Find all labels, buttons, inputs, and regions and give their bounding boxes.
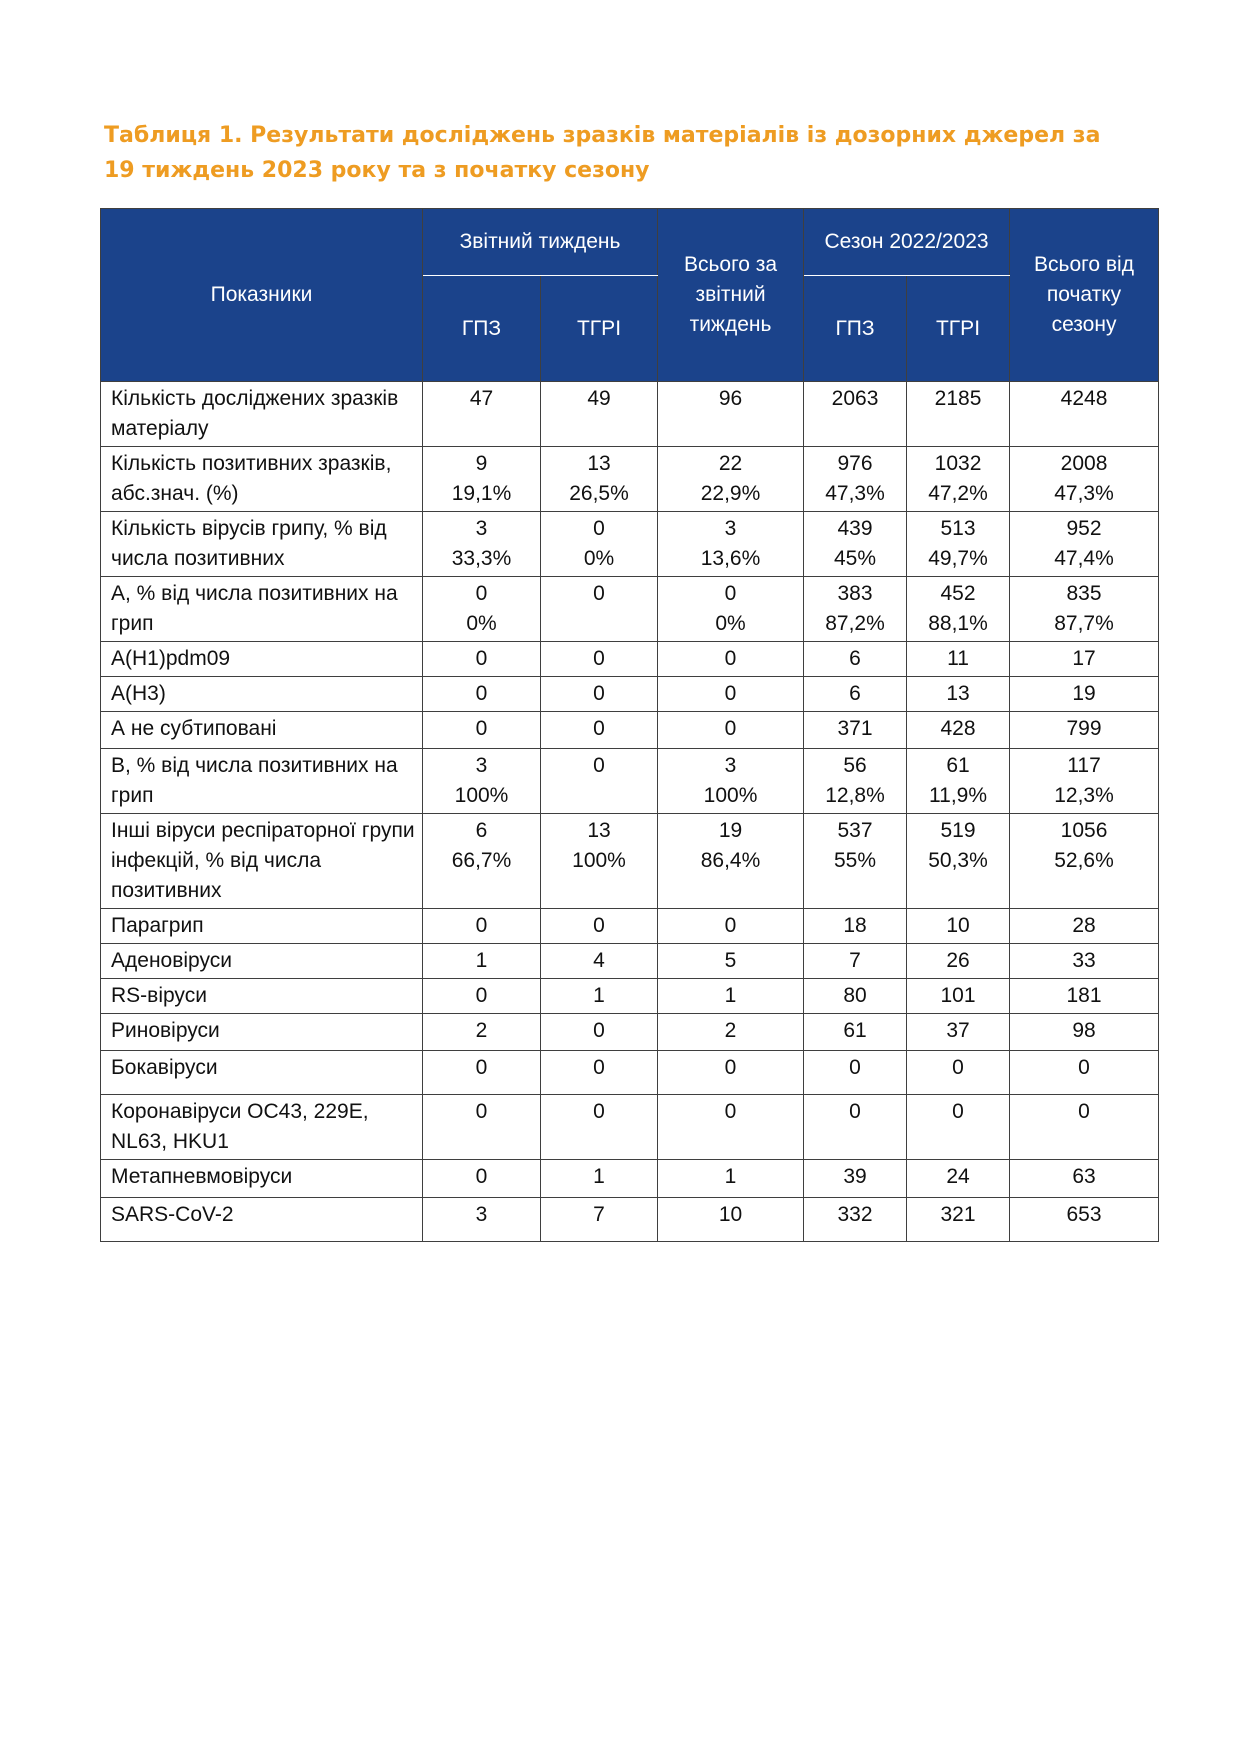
table-cell	[423, 944, 541, 979]
table-cell	[907, 1095, 1010, 1160]
cell-percent: 12,8%	[825, 784, 885, 807]
row-label: Коронавіруси ОС43, 229Е, NL63, HKU1	[101, 1095, 423, 1160]
cell-value: 3	[724, 517, 737, 540]
cell-value: 1	[593, 1165, 605, 1188]
header-report-week: Звітний тиждень	[423, 209, 658, 276]
table-cell	[423, 712, 541, 749]
table-cell	[804, 814, 907, 909]
cell-value: 13	[587, 452, 611, 475]
header-season-tgri: ТГРІ	[907, 276, 1010, 382]
table-cell	[1010, 512, 1159, 577]
cell-value: 19	[1072, 682, 1096, 705]
row-label: Аденовіруси	[101, 944, 423, 979]
cell-value: 5	[724, 949, 737, 972]
table-cell	[423, 979, 541, 1014]
table-cell	[541, 1051, 658, 1095]
cell-value: 10	[946, 914, 970, 937]
cell-value: 19	[718, 819, 743, 842]
table-cell	[907, 814, 1010, 909]
cell-value: 1	[724, 984, 737, 1007]
cell-percent: 13,6%	[700, 547, 761, 570]
table-row	[101, 1160, 1159, 1198]
cell-percent: 88,1%	[928, 612, 988, 635]
table-row	[101, 1095, 1159, 1160]
table-cell	[423, 1051, 541, 1095]
table-cell	[423, 577, 541, 642]
cell-value: 3	[475, 1203, 488, 1226]
row-label: Метапневмовіруси	[101, 1160, 423, 1198]
cell-value: 653	[1066, 1203, 1102, 1226]
cell-value: 383	[837, 582, 873, 605]
cell-percent: 66,7%	[451, 849, 512, 872]
cell-percent: 47,4%	[1054, 547, 1114, 570]
cell-percent: 0%	[583, 547, 615, 570]
table-cell	[1010, 1014, 1159, 1051]
cell-value: 61	[946, 754, 970, 777]
table-cell	[804, 1051, 907, 1095]
cell-value: 0	[593, 582, 605, 605]
cell-value: 0	[849, 1056, 861, 1079]
table-cell	[423, 677, 541, 712]
cell-value: 0	[1078, 1100, 1090, 1123]
table-row	[101, 979, 1159, 1014]
table-row	[101, 944, 1159, 979]
cell-value: 0	[724, 682, 737, 705]
row-label: Кількість позитивних зразків, абс.знач. (%)	[101, 447, 423, 512]
cell-value: 0	[475, 682, 488, 705]
cell-value: 18	[843, 914, 867, 937]
table-cell	[541, 512, 658, 577]
table-cell	[907, 1198, 1010, 1242]
table-cell	[658, 642, 804, 677]
table-row	[101, 512, 1159, 577]
cell-value: 96	[718, 387, 743, 410]
cell-value: 10	[718, 1203, 743, 1226]
table-cell	[1010, 909, 1159, 944]
table-cell	[658, 1160, 804, 1198]
table-cell	[804, 979, 907, 1014]
table-cell	[1010, 577, 1159, 642]
cell-value: 519	[940, 819, 976, 842]
cell-value: 0	[724, 582, 737, 605]
table-cell	[1010, 677, 1159, 712]
cell-value: 0	[849, 1100, 861, 1123]
table-cell	[423, 1198, 541, 1242]
cell-value: 26	[946, 949, 970, 972]
cell-value: 101	[940, 984, 976, 1007]
table-cell	[541, 642, 658, 677]
cell-value: 13	[587, 819, 611, 842]
row-label: А, % від числа позитивних на грип	[101, 577, 423, 642]
cell-value: 37	[946, 1019, 970, 1042]
cell-value: 4	[593, 949, 605, 972]
table-row	[101, 382, 1159, 447]
cell-value: 4248	[1060, 387, 1108, 410]
table-cell	[1010, 1051, 1159, 1095]
table-cell	[658, 677, 804, 712]
cell-value: 0	[475, 1056, 488, 1079]
row-label: SARS-CoV-2	[101, 1198, 423, 1242]
cell-value: 0	[1078, 1056, 1090, 1079]
table-cell	[907, 1160, 1010, 1198]
header-season-gpz: ГПЗ	[804, 276, 907, 382]
cell-value: 11	[947, 647, 969, 670]
cell-value: 0	[593, 717, 605, 740]
table-cell	[804, 677, 907, 712]
cell-value: 0	[724, 1056, 737, 1079]
cell-percent: 47,2%	[928, 482, 988, 505]
table-cell	[907, 979, 1010, 1014]
row-label: Інші віруси респіраторної групи інфекцій, % від числа позитивних	[101, 814, 423, 909]
cell-value: 39	[843, 1165, 867, 1188]
cell-value: 47	[469, 387, 494, 410]
cell-value: 0	[475, 1165, 488, 1188]
table-cell	[423, 512, 541, 577]
cell-value: 33	[1072, 949, 1096, 972]
table-cell	[541, 677, 658, 712]
cell-value: 181	[1066, 984, 1102, 1007]
table-cell	[658, 447, 804, 512]
cell-value: 6	[475, 819, 488, 842]
cell-percent: 87,2%	[825, 612, 885, 635]
table-cell	[658, 749, 804, 814]
table-cell	[541, 577, 658, 642]
row-label: Парагрип	[101, 909, 423, 944]
header-indicators: Показники	[101, 209, 423, 382]
cell-value: 117	[1067, 754, 1101, 777]
cell-percent: 50,3%	[928, 849, 988, 872]
table-cell	[658, 712, 804, 749]
table-cell	[1010, 944, 1159, 979]
header-total-week: Всього за звітний тиждень	[658, 209, 804, 382]
table-cell	[907, 1051, 1010, 1095]
row-label: Бокавіруси	[101, 1051, 423, 1095]
row-label: Кількість досліджених зразків матеріалу	[101, 382, 423, 447]
table-cell	[541, 979, 658, 1014]
cell-value: 1032	[934, 452, 982, 475]
table-cell	[541, 447, 658, 512]
table-cell	[804, 1095, 907, 1160]
table-cell	[541, 749, 658, 814]
table-cell	[804, 1198, 907, 1242]
table-cell	[423, 1095, 541, 1160]
table-cell	[658, 1095, 804, 1160]
table-cell	[1010, 979, 1159, 1014]
cell-value: 3	[475, 517, 488, 540]
cell-value: 61	[843, 1019, 867, 1042]
table-cell	[541, 712, 658, 749]
cell-value: 0	[724, 1100, 737, 1123]
table-cell	[658, 382, 804, 447]
cell-value: 63	[1072, 1165, 1096, 1188]
cell-value: 452	[940, 582, 976, 605]
cell-value: 2	[724, 1019, 737, 1042]
table-cell	[1010, 1198, 1159, 1242]
cell-percent: 55%	[834, 849, 877, 872]
table-cell	[804, 1014, 907, 1051]
cell-value: 0	[475, 1100, 488, 1123]
table-cell	[541, 814, 658, 909]
table-cell	[423, 382, 541, 447]
cell-value: 0	[593, 1019, 605, 1042]
table-cell	[804, 944, 907, 979]
row-label: Кількість вірусів грипу, % від числа позитивних	[101, 512, 423, 577]
cell-percent: 19,1%	[451, 482, 512, 505]
cell-value: 0	[724, 717, 737, 740]
table-cell	[907, 1014, 1010, 1051]
cell-percent: 47,3%	[1054, 482, 1114, 505]
cell-value: 321	[940, 1203, 976, 1226]
table-cell	[907, 447, 1010, 512]
cell-value: 0	[475, 717, 488, 740]
table-row	[101, 642, 1159, 677]
cell-value: 9	[475, 452, 488, 475]
caption-line-2: 19 тиждень 2023 року та з початку сезону	[104, 158, 650, 183]
cell-value: 17	[1072, 647, 1096, 670]
cell-value: 799	[1066, 717, 1102, 740]
table-cell	[658, 909, 804, 944]
cell-value: 7	[849, 949, 861, 972]
cell-percent: 0%	[466, 612, 497, 635]
table-cell	[541, 1160, 658, 1198]
cell-value: 0	[724, 647, 737, 670]
cell-percent: 52,6%	[1054, 849, 1114, 872]
cell-value: 2008	[1060, 452, 1108, 475]
table-cell	[658, 577, 804, 642]
row-label: В, % від числа позитивних на грип	[101, 749, 423, 814]
cell-value: 0	[593, 754, 605, 777]
cell-percent: 100%	[572, 849, 626, 872]
table-cell	[658, 944, 804, 979]
table-cell	[541, 1095, 658, 1160]
table-cell	[804, 909, 907, 944]
cell-value: 0	[475, 984, 488, 1007]
table-cell	[423, 447, 541, 512]
cell-value: 371	[837, 717, 873, 740]
cell-value: 0	[952, 1056, 964, 1079]
cell-percent: 86,4%	[700, 849, 761, 872]
cell-value: 0	[593, 682, 605, 705]
table-cell	[423, 1014, 541, 1051]
header-season: Сезон 2022/2023	[804, 209, 1010, 276]
cell-percent: 0%	[715, 612, 746, 635]
table-cell	[804, 1160, 907, 1198]
table-cell	[423, 909, 541, 944]
cell-value: 0	[724, 914, 737, 937]
table-cell	[804, 447, 907, 512]
cell-percent: 45%	[834, 547, 877, 570]
table-row	[101, 749, 1159, 814]
table-cell	[907, 944, 1010, 979]
cell-value: 1056	[1060, 819, 1108, 842]
row-label: RS-віруси	[101, 979, 423, 1014]
table-row	[101, 1051, 1159, 1095]
header-week-gpz: ГПЗ	[423, 276, 541, 382]
cell-percent: 12,3%	[1054, 784, 1114, 807]
cell-value: 0	[475, 582, 488, 605]
table-cell	[658, 512, 804, 577]
table-cell	[907, 512, 1010, 577]
cell-value: 0	[593, 1056, 605, 1079]
cell-value: 7	[593, 1203, 605, 1226]
cell-value: 1	[593, 984, 605, 1007]
caption-line-1: Таблиця 1. Результати досліджень зразків матеріалів із дозорних джерел за	[104, 123, 1101, 148]
results-table	[100, 208, 1159, 1242]
cell-value: 3	[724, 754, 737, 777]
cell-value: 0	[593, 647, 605, 670]
cell-value: 49	[587, 387, 611, 410]
table-cell	[541, 382, 658, 447]
table-cell	[907, 642, 1010, 677]
table-cell	[907, 749, 1010, 814]
cell-value: 22	[718, 452, 743, 475]
table-cell	[804, 749, 907, 814]
cell-value: 6	[849, 647, 861, 670]
cell-value: 56	[843, 754, 867, 777]
table-row	[101, 1198, 1159, 1242]
cell-value: 13	[946, 682, 970, 705]
table-cell	[907, 382, 1010, 447]
table-cell	[423, 814, 541, 909]
cell-value: 835	[1066, 582, 1102, 605]
cell-value: 0	[475, 914, 488, 937]
cell-value: 0	[593, 1100, 605, 1123]
cell-percent: 100%	[454, 784, 509, 807]
table-cell	[1010, 447, 1159, 512]
table-cell	[804, 382, 907, 447]
table-cell	[423, 1160, 541, 1198]
table-cell	[423, 749, 541, 814]
cell-percent: 11,9%	[929, 784, 988, 807]
table-cell	[541, 909, 658, 944]
cell-value: 6	[849, 682, 861, 705]
table-row	[101, 814, 1159, 909]
row-label: Риновіруси	[101, 1014, 423, 1051]
table-cell	[1010, 749, 1159, 814]
cell-value: 1	[475, 949, 488, 972]
cell-percent: 47,3%	[825, 482, 885, 505]
cell-value: 0	[593, 517, 605, 540]
table-row	[101, 1014, 1159, 1051]
table-cell	[1010, 1160, 1159, 1198]
table-row	[101, 577, 1159, 642]
table-cell	[541, 944, 658, 979]
row-label: А(Н1)pdm09	[101, 642, 423, 677]
cell-value: 1	[724, 1165, 737, 1188]
table-cell	[1010, 814, 1159, 909]
cell-value: 332	[837, 1203, 873, 1226]
table-body	[101, 382, 1159, 1242]
table-cell	[541, 1014, 658, 1051]
cell-percent: 100%	[703, 784, 758, 807]
row-label: А не субтиповані	[101, 712, 423, 749]
table-cell	[658, 1051, 804, 1095]
table-cell	[541, 1198, 658, 1242]
cell-value: 0	[952, 1100, 964, 1123]
table-row	[101, 677, 1159, 712]
table-cell	[658, 1198, 804, 1242]
table-cell	[907, 909, 1010, 944]
cell-value: 952	[1066, 517, 1102, 540]
cell-value: 513	[940, 517, 976, 540]
table-header	[101, 209, 1159, 382]
cell-value: 439	[837, 517, 873, 540]
table-cell	[1010, 642, 1159, 677]
table-row	[101, 447, 1159, 512]
table-cell	[1010, 382, 1159, 447]
table-cell	[907, 577, 1010, 642]
table-caption	[104, 118, 1158, 188]
cell-percent: 87,7%	[1054, 612, 1114, 635]
cell-value: 3	[475, 754, 488, 777]
table-cell	[907, 712, 1010, 749]
cell-percent: 49,7%	[928, 547, 988, 570]
table-cell	[658, 1014, 804, 1051]
table-cell	[658, 979, 804, 1014]
cell-percent: 22,9%	[700, 482, 761, 505]
cell-value: 976	[837, 452, 873, 475]
table-cell	[804, 642, 907, 677]
row-label: А(Н3)	[101, 677, 423, 712]
cell-value: 0	[593, 914, 605, 937]
table-cell	[907, 677, 1010, 712]
table-cell	[1010, 1095, 1159, 1160]
table-cell	[423, 642, 541, 677]
cell-value: 98	[1072, 1019, 1096, 1042]
cell-value: 2063	[831, 387, 879, 410]
cell-value: 28	[1072, 914, 1096, 937]
table-cell	[658, 814, 804, 909]
table-row	[101, 909, 1159, 944]
cell-percent: 26,5%	[569, 482, 629, 505]
table-cell	[804, 712, 907, 749]
table-cell	[1010, 712, 1159, 749]
table-row	[101, 712, 1159, 749]
table-cell	[804, 577, 907, 642]
cell-value: 0	[475, 647, 488, 670]
header-week-tgri: ТГРІ	[541, 276, 658, 382]
cell-value: 428	[940, 717, 976, 740]
cell-value: 2185	[934, 387, 982, 410]
table-cell	[804, 512, 907, 577]
cell-value: 2	[475, 1019, 488, 1042]
header-total-season: Всього від початку сезону	[1010, 209, 1159, 382]
cell-value: 80	[843, 984, 867, 1007]
cell-value: 24	[946, 1165, 970, 1188]
cell-value: 537	[837, 819, 873, 842]
cell-percent: 33,3%	[451, 547, 512, 570]
